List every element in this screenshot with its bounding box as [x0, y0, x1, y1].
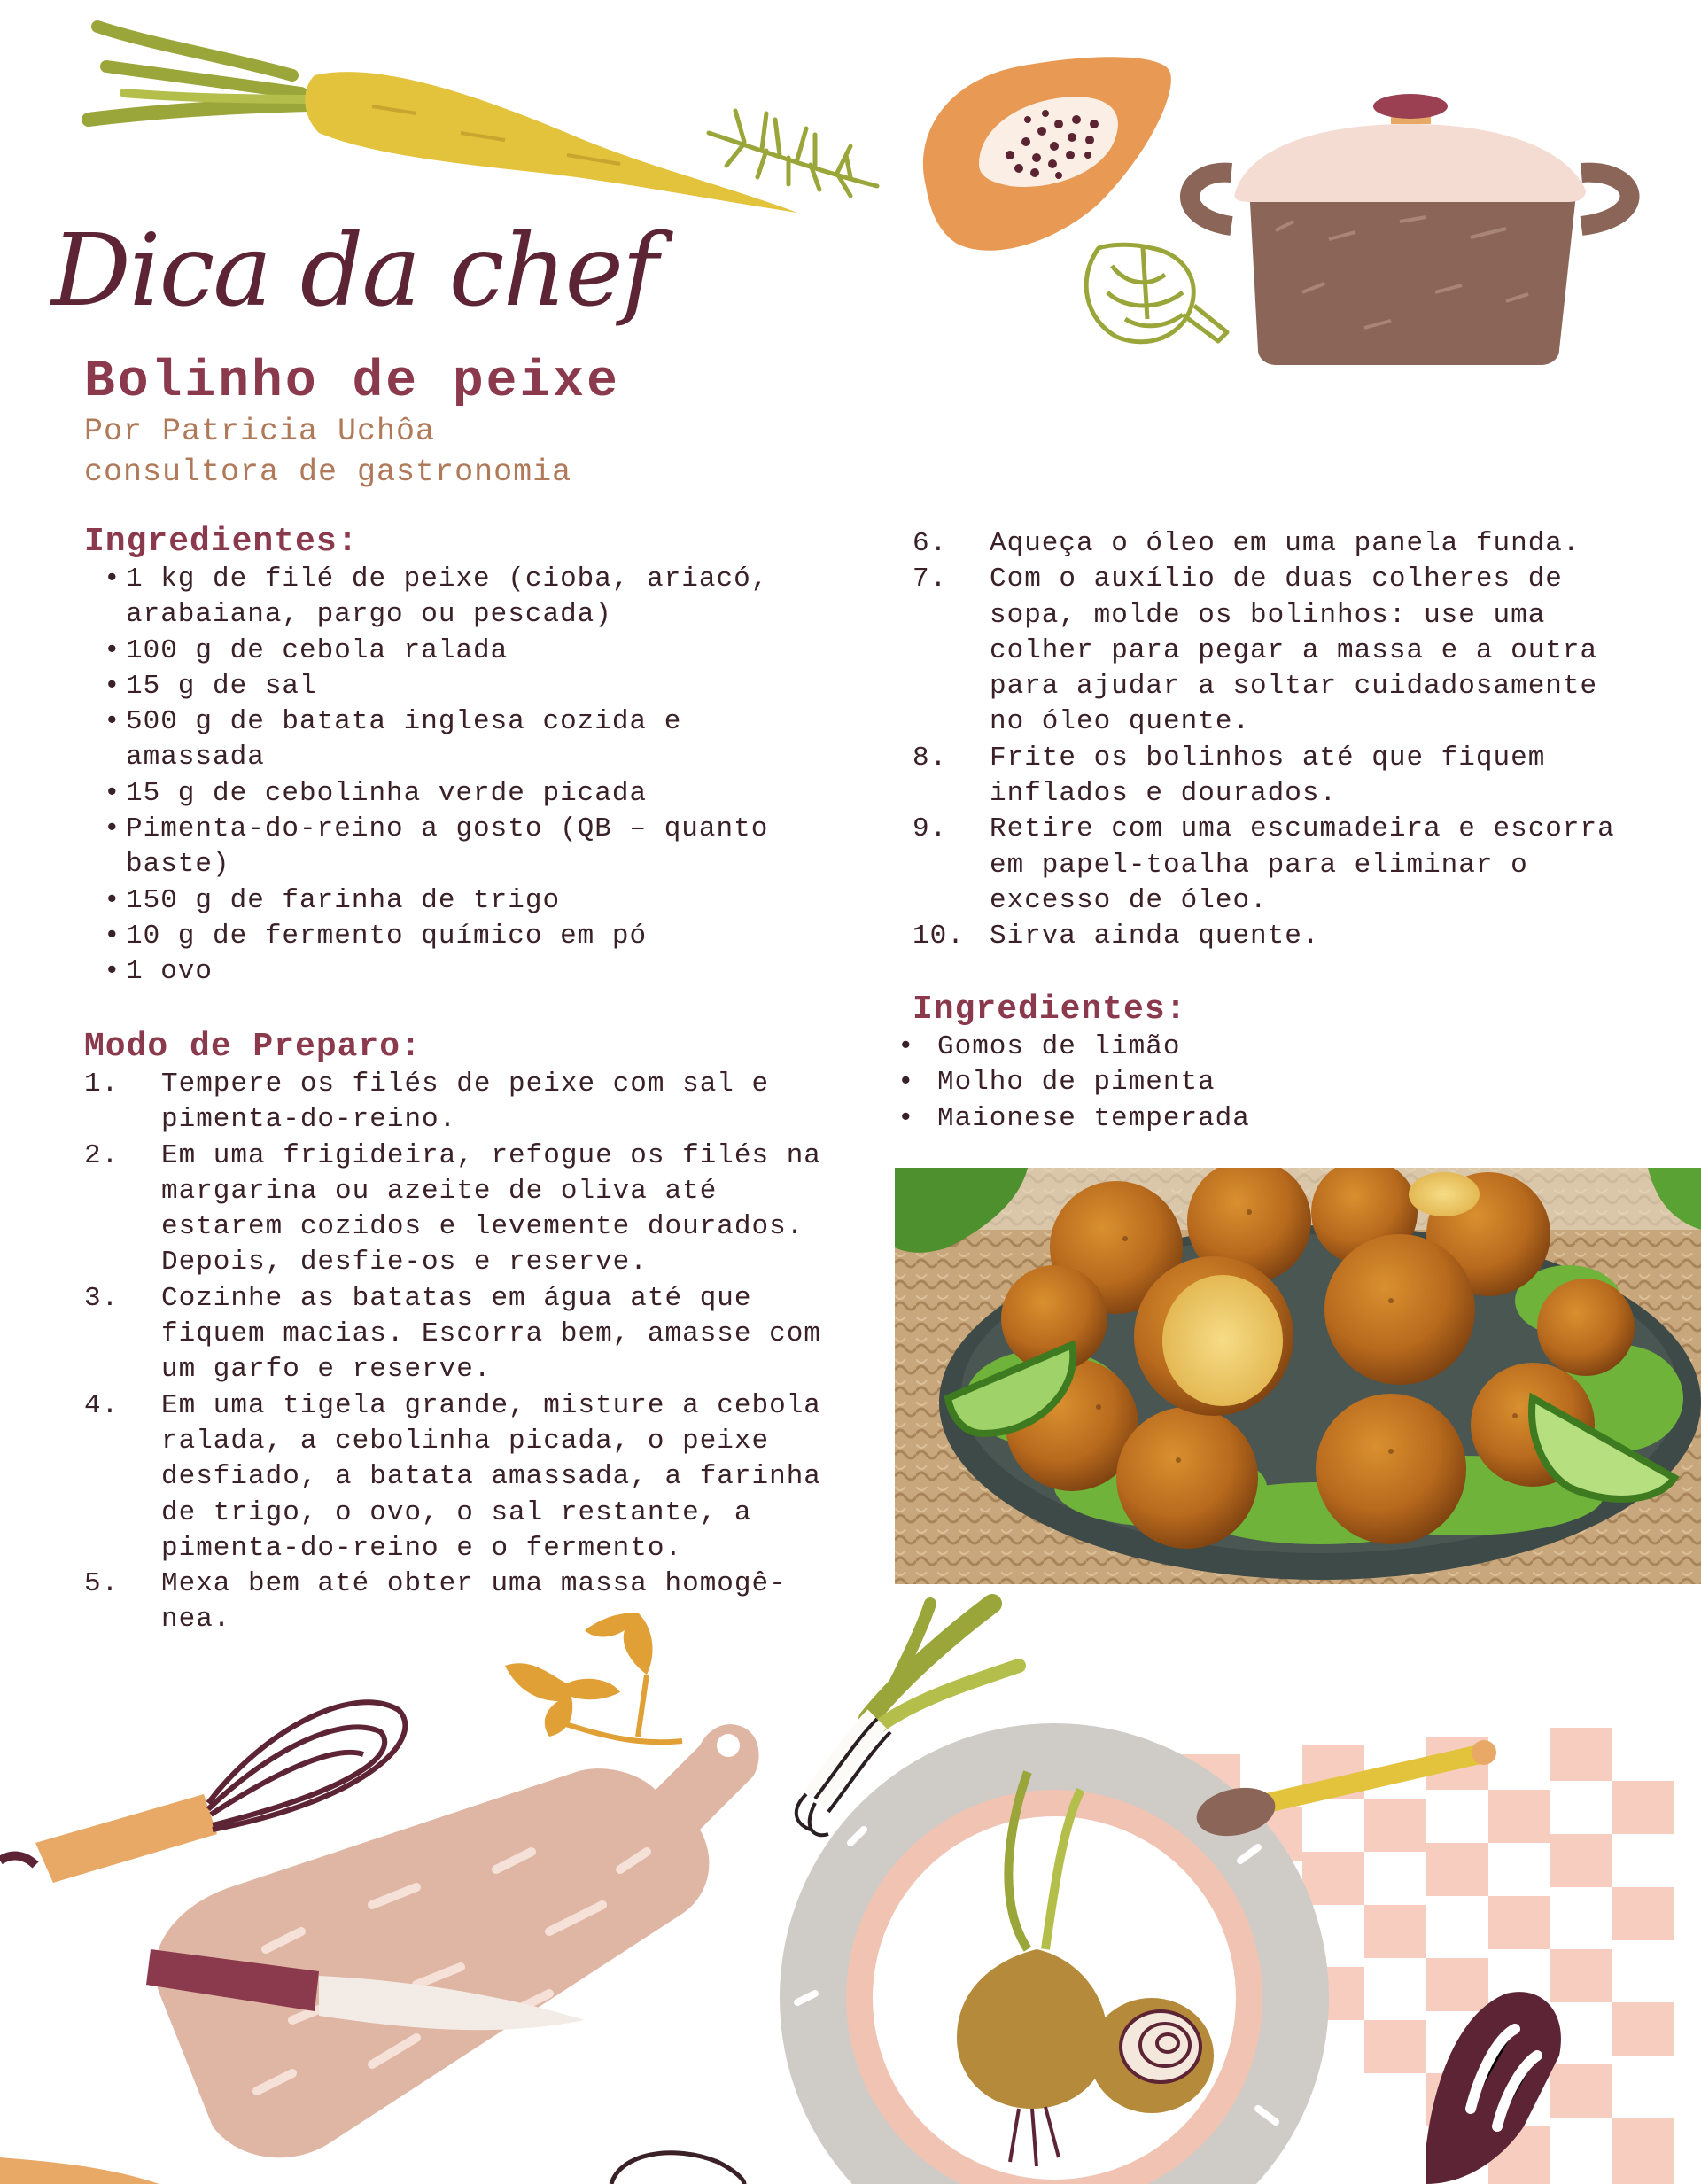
- method-section-continued: [913, 526, 1639, 955]
- step-text: Sirva ainda quente.: [990, 921, 1320, 952]
- list-item: • 1 ovo: [104, 954, 828, 990]
- step-text: Cozinhe as batatas em água até que fiquem macias. Escorra bem, amasse com um garfo e reserve.: [161, 1282, 821, 1386]
- step-number: 6.: [913, 528, 948, 559]
- step-text: Tempere os filés de peixe com sal e pimenta-do-reino.: [161, 1069, 770, 1136]
- step-number: 9.: [913, 813, 948, 845]
- step-text: Com o auxílio de duas colheres de sopa, molde os bolinhos: use uma colher para pegar a massa e a outra para ajudar a soltar cuidadosamente no óleo quente.: [990, 563, 1598, 738]
- papaya-icon: [923, 57, 1171, 250]
- step-number: 7.: [913, 563, 948, 595]
- list-item: [913, 562, 1639, 740]
- step-text: Mexa bem até obter uma massa homogê-nea.: [161, 1568, 787, 1636]
- step-number: 5.: [84, 1568, 120, 1600]
- step-number: 2.: [84, 1139, 120, 1171]
- ingredients-list: [84, 562, 828, 991]
- step-text: Em uma tigela grande, misture a cebola ralada, a cebolinha picada, o peixe desfiado, a batata amassada, a farinha de trigo, o ovo, o sal restante, a pimenta-do-reino e o fermento.: [161, 1389, 821, 1564]
- serving-list: [895, 1030, 1621, 1137]
- recipe-title: Bolinho de peixe: [84, 354, 620, 411]
- step-number: 10.: [913, 921, 965, 952]
- herb-sprig-icon: [709, 111, 877, 196]
- parsley-icon: [505, 1613, 682, 1742]
- step-text: Aqueça o óleo em uma panela funda.: [990, 528, 1581, 559]
- step-text: Em uma frigideira, refogue os filés na margarina ou azeite de oliva até estarem cozidos e levemente dourados. Depois, desfie-os e reserve.: [161, 1139, 821, 1279]
- step-text: Retire com uma escumadeira e escorra em papel-toalha para eliminar o excesso de óleo.: [990, 813, 1615, 916]
- list-item: [913, 526, 1639, 562]
- list-item: [84, 1139, 837, 1281]
- step-number: 8.: [913, 742, 948, 773]
- method-section: [84, 1028, 837, 1638]
- ingredients-section: [84, 523, 828, 991]
- serving-heading: Ingredientes:: [913, 991, 1187, 1029]
- list-item: • Maionese temperada: [895, 1101, 1621, 1137]
- fish-cakes-photo: [895, 1168, 1701, 1584]
- list-item: • 15 g de sal: [104, 669, 828, 704]
- list-item: [913, 919, 1639, 954]
- author-role: consultora de gastronomia: [84, 455, 572, 490]
- step-number: 3.: [84, 1282, 120, 1314]
- step-number: 4.: [84, 1389, 120, 1421]
- byline: [84, 411, 571, 493]
- list-item: [84, 1388, 837, 1566]
- cutting-board-icon: [155, 1724, 759, 2157]
- top-illustrations: [0, 0, 1701, 390]
- list-item: • 150 g de farinha de trigo: [104, 883, 828, 919]
- list-item: [913, 741, 1639, 812]
- list-item: • Gomos de limão: [895, 1030, 1621, 1065]
- artichoke-icon: [1086, 245, 1227, 342]
- method-steps: [913, 526, 1639, 955]
- list-item: • 10 g de fermento químico em pó: [104, 919, 828, 954]
- method-steps: [84, 1067, 837, 1638]
- method-heading: Modo de Preparo:: [84, 1028, 422, 1066]
- ingredients-heading: Ingredientes:: [84, 523, 359, 561]
- list-item: • 1 kg de filé de peixe (cioba, ariacó, arabaiana, pargo ou pescada): [104, 562, 828, 633]
- list-item: [84, 1281, 837, 1388]
- list-item: • Pimenta-do-reino a gosto (QB – quanto baste): [104, 812, 828, 883]
- list-item: • 500 g de batata inglesa cozida e amassada: [104, 704, 828, 776]
- list-item: • 15 g de cebolinha verde picada: [104, 776, 828, 812]
- serving-section: [895, 991, 1621, 1137]
- chef-tip-heading: Dica da chef: [51, 214, 657, 329]
- list-item: • 100 g de cebola ralada: [104, 633, 828, 669]
- pot-icon: [1190, 94, 1630, 365]
- list-item: [913, 812, 1639, 919]
- bottom-illustrations: [0, 1577, 1701, 2184]
- list-item: [84, 1067, 837, 1139]
- author-line: Por Patricia Uchôa: [84, 414, 436, 449]
- step-text: Frite os bolinhos até que fiquem inflados e dourados.: [990, 742, 1546, 810]
- list-item: • Molho de pimenta: [895, 1065, 1621, 1100]
- carrot-icon: [89, 27, 797, 213]
- step-number: 1.: [84, 1069, 120, 1100]
